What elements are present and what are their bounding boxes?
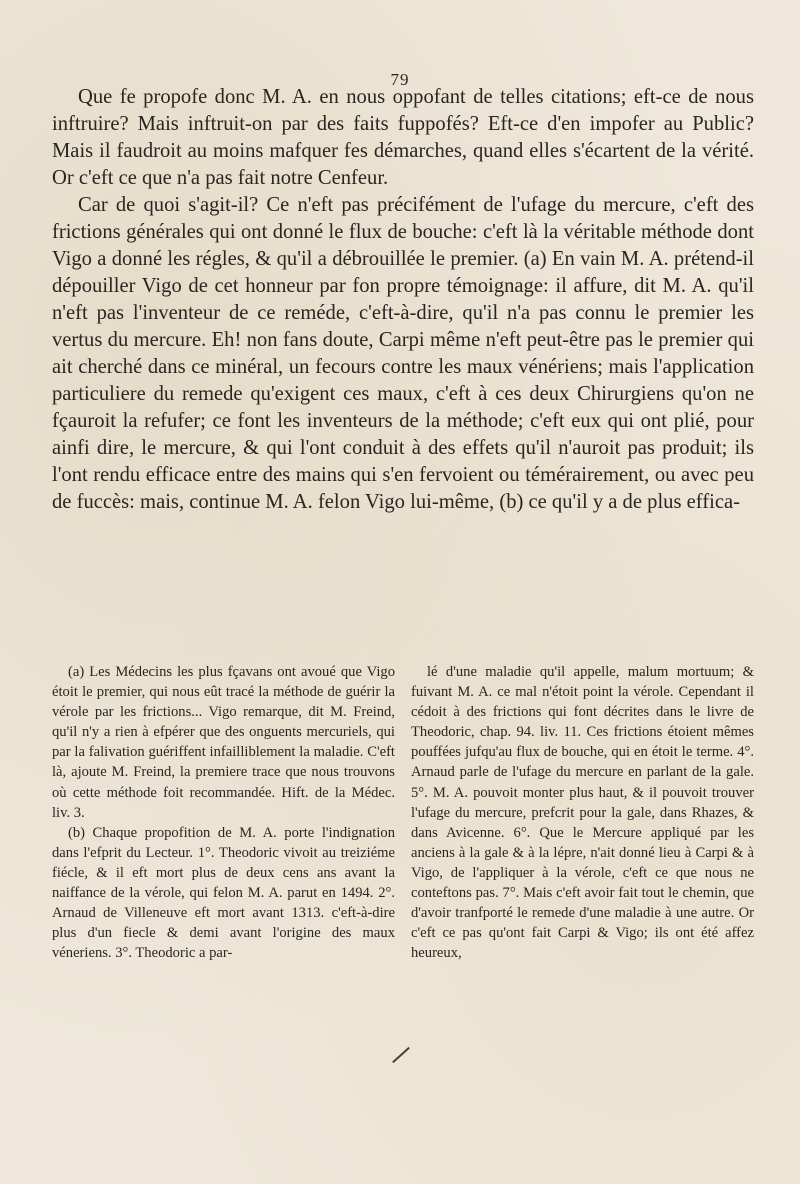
main-text [52,84,754,516]
footnote-b-continued: lé d'une maladie qu'il appelle, malum mortuum; & fuivant M. A. ce mal n'étoit point la vérole. Cependant il cédoit à des frictions qui font décrites dans le livre de Theodoric, chap. 94. liv. 11. Ces frictions étoient mêmes pouffées jufqu'au flux de bouche, qui en étoit le terme. 4°. Arnaud parle de l'ufage du mercure en parlant de la gale. 5°. M. A. pouvoit monter plus haut, & il pouvoit trouver l'ufage du mercure, prefcrit pour la gale, dans Rhazes, & dans Avicenne. 6°. Que le Mercure appliqué par les anciens à la gale & à la lépre, n'ait donné lieu à Carpi & à Vigo, de l'appliquer à la vérole, c'eft ce que nous ne conteftons pas. 7°. Mais c'eft avoir fait tout le chemin, que d'avoir tranfporté le remede d'une maladie à une autre. Or c'eft ce pas qu'ont fait Carpi & Vigo; ils ont été affez heureux, [411,664,754,962]
footnote-a: (a) Les Médecins les plus fçavans ont avoué que Vigo étoit le premier, qui nous eût tracé la méthode de guérir la vérole par les frictions... Vigo remarque, dit M. Freind, qu'il n'y a rien à efpérer que des onguents mercuriels, qui par la falivation guériffent infailliblement la maladie. C'eft là, ajoute M. Freind, la premiere trace que nous trouvons où cette méthode foit recommandée. Hift. de la Médec. liv. 3. [52,664,395,821]
page-number: 79 [390,70,410,89]
footnotes [52,662,754,963]
footnotes-right-column [411,662,754,963]
footnotes-left-column [52,662,395,963]
ink-mark [392,1047,410,1063]
main-paragraph-2: Car de quoi s'agit-il? Ce n'eft pas précifément de l'ufage du mercure, c'eft des frictions générales qui ont donné le flux de bouche: c'eft là la véritable méthode dont Vigo a donné les régles, & qu'il a débrouillée le premier. (a) En vain M. A. prétend-il dépouiller Vigo de cet honneur par fon propre témoignage: il affure, dit M. A. qu'il n'eft pas l'inventeur de ce reméde, c'eft-à-dire, qu'il n'a pas connu le premier les vertus du mercure. Eh! non fans doute, Carpi même n'eft peut-être pas le premier qui ait cherché dans ce minéral, un fecours contre les maux vénériens; mais l'application particuliere du remede qu'exigent ces maux, c'eft à ces deux Chirurgiens qu'on ne fçauroit la refufer; ce font les inventeurs de la méthode; c'eft eux qui ont plié, pour ainfi dire, le mercure, & qui l'ont conduit à des effets qu'il n'auroit pas produit; ils l'ont rendu efficace entre des mains qui s'en fervoient ou témérairement, ou avec peu de fuccès: mais, continue M. A. felon Vigo lui-même, (b) ce qu'il y a de plus effica- [52,194,754,513]
main-paragraph-1: Que fe propofe donc M. A. en nous oppofant de telles citations; eft-ce de nous inftruire? Mais inftruit-on par des faits fuppofés? Eft-ce d'en impofer au Public? Mais il faudroit au moins mafquer fes démarches, quand elles s'écartent de la vérité. Or c'eft ce que n'a pas fait notre Cenfeur. [52,86,754,189]
footnote-b-start: (b) Chaque propofition de M. A. porte l'indignation dans l'efprit du Lecteur. 1°. Theodoric vivoit au treiziéme fiécle, & il eft mort plus de deux cens ans avant la naiffance de la vérole, qui felon M. A. parut en 1494. 2°. Arnaud de Villeneuve eft mort avant 1313. c'eft-à-dire plus d'un fiecle & demi avant l'origine des maux véneriens. 3°. Theodoric a par- [52,824,395,962]
